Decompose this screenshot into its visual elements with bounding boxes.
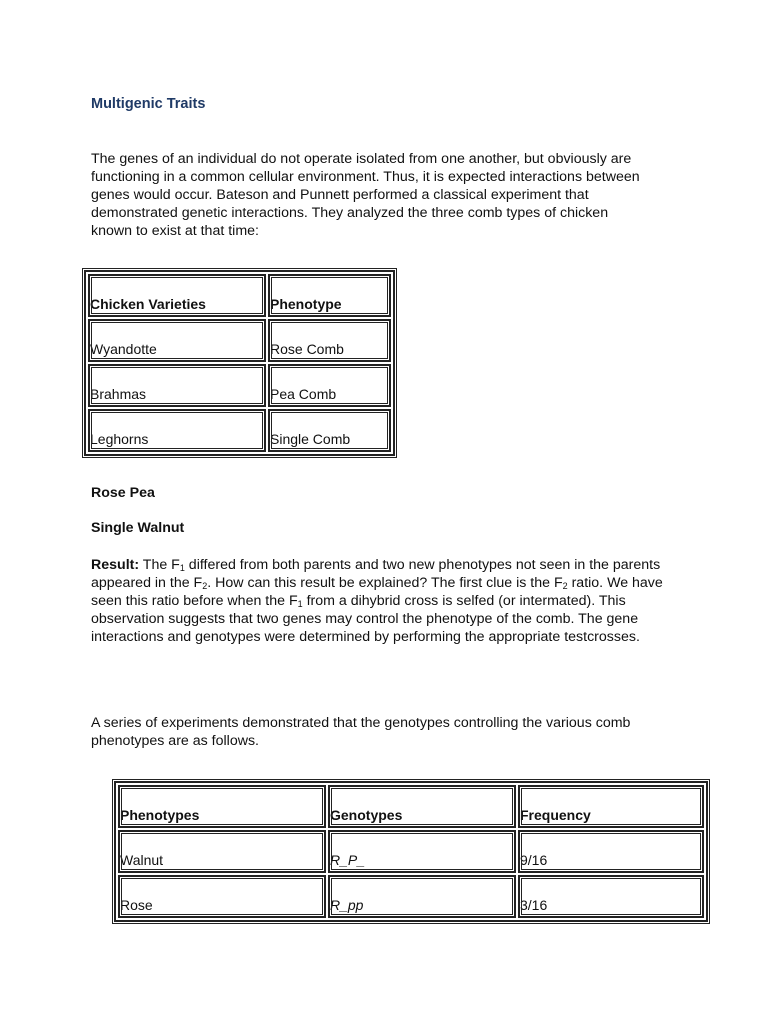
table-cell: 9/16 (518, 830, 704, 873)
series-paragraph: A series of experiments demonstrated that the genotypes controlling the various comb phenotypes are as follows. (91, 715, 631, 749)
chicken-varieties-table (84, 270, 395, 456)
result-label: Result: (91, 557, 140, 573)
table-header-cell: Phenotype (268, 274, 391, 317)
result-text: The F (139, 557, 180, 573)
table-cell: Rose (118, 875, 326, 918)
genotypes-table (114, 781, 708, 922)
table-header-row (118, 785, 704, 828)
result-paragraph (91, 556, 691, 646)
table-cell: R_P_ (328, 830, 516, 873)
table-cell: Walnut (118, 830, 326, 873)
table-cell: Pea Comb (268, 364, 391, 407)
subscript: 1 (179, 563, 185, 573)
cross-offspring-line: Single Walnut (91, 520, 185, 536)
table-cell: Rose Comb (268, 319, 391, 362)
table-cell: R_pp (328, 875, 516, 918)
table-header-cell: Genotypes (328, 785, 516, 828)
subscript: 1 (297, 599, 303, 609)
table-cell: Brahmas (88, 364, 266, 407)
table-header-cell: Chicken Varieties (88, 274, 266, 317)
result-text: . How can this result be explained? The first clue is the F (207, 575, 563, 591)
result-text: from a dihybrid cross is selfed (or intermated). This observation suggests that two genes may control the phenotype of the comb. The gene interactions and genotypes were determined by performing the appropriate testcrosses. (91, 593, 640, 645)
table-row (88, 319, 391, 362)
table-row (88, 364, 391, 407)
subscript: 2 (202, 581, 208, 591)
table-header-cell: Phenotypes (118, 785, 326, 828)
table-cell: 3/16 (518, 875, 704, 918)
table-cell: Wyandotte (88, 319, 266, 362)
table-cell: Leghorns (88, 409, 266, 452)
page-title: Multigenic Traits (91, 96, 206, 112)
cross-parents-line: Rose Pea (91, 485, 155, 501)
table-row (88, 409, 391, 452)
result-text: differed from both parents and two new phenotypes not seen in the parents appeared in the F (91, 557, 661, 591)
table-header-cell: Frequency (518, 785, 704, 828)
intro-paragraph: The genes of an individual do not operate isolated from one another, but obviously are functioning in a common cellular environment. Thus, it is expected interactions between genes would occur. Bateson and Punnett performed a classical experiment that demonstrated genetic interactions. They analyzed the three comb types of chicken known to exist at that time: (91, 151, 640, 239)
result-text: ratio. We have seen this ratio before when the F (91, 575, 663, 609)
table-row (118, 830, 704, 873)
table-header-row (88, 274, 391, 317)
table-cell: Single Comb (268, 409, 391, 452)
table-row (118, 875, 704, 918)
subscript: 2 (562, 581, 568, 591)
